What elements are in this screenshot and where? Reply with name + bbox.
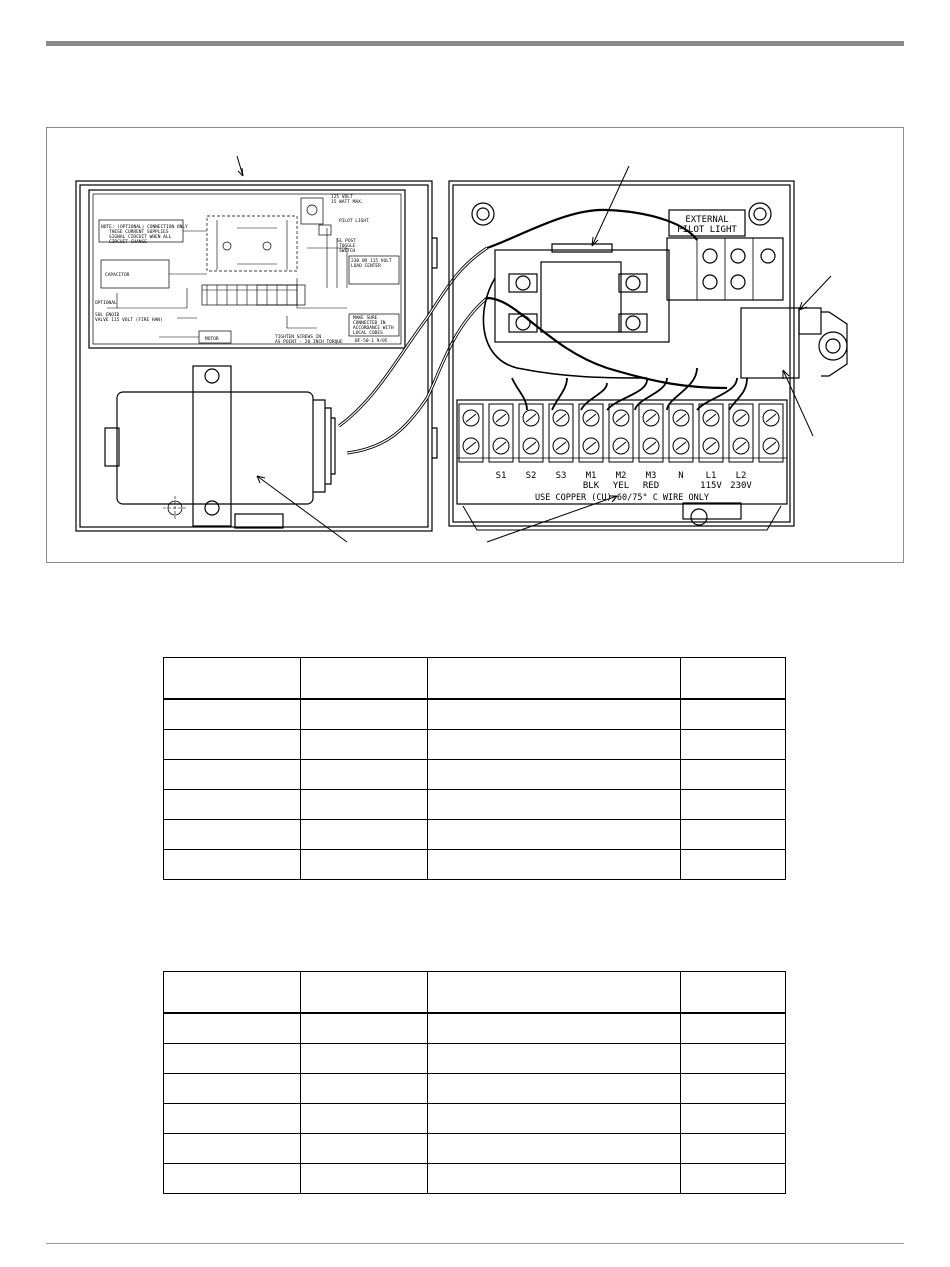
table-cell: [427, 699, 681, 730]
label-note-4: CIRCUIT CHANGE: [109, 240, 147, 245]
table-cell: [301, 1074, 427, 1104]
motor: [117, 392, 313, 504]
label-opt-3: VALVE 115 VOLT (FIRE HAN): [95, 318, 163, 323]
table-cell: [427, 1104, 681, 1134]
label-note-3: SIGNAL CIRCUIT WHEN ALL: [109, 235, 172, 240]
table-cell: [427, 790, 681, 820]
terminal-label: M1: [585, 471, 597, 481]
external-label: EXTERNAL: [685, 215, 729, 225]
table-cell: [301, 1134, 427, 1164]
terminal-screws: [459, 404, 783, 462]
label-capacitor: CAPACITOR: [105, 273, 130, 278]
screw-slot: [496, 442, 506, 450]
table-cell: [301, 730, 427, 760]
table-header-cell: [427, 658, 681, 700]
terminal-label: M3: [645, 471, 657, 481]
terminal-color-label: YEL: [612, 481, 630, 491]
terminal-plate: [489, 404, 513, 462]
screw-slot: [556, 414, 566, 422]
table-cell: [164, 760, 301, 790]
screw-slot: [736, 442, 746, 450]
table-cell: [681, 699, 786, 730]
contactor: [495, 250, 669, 342]
table-row: [164, 1074, 786, 1104]
screw-slot: [706, 414, 716, 422]
table-cell: [427, 730, 681, 760]
table-cell: [301, 850, 427, 880]
terminal-plate: [519, 404, 543, 462]
table-row: [164, 1013, 786, 1044]
terminal-label: N: [678, 471, 684, 481]
table-cell: [681, 730, 786, 760]
table-cell: [164, 820, 301, 850]
terminal-color-label: 115V: [700, 481, 722, 491]
screw-slot: [766, 414, 776, 422]
table-cell: [301, 1104, 427, 1134]
terminal-plate: [699, 404, 723, 462]
table-cell: [301, 760, 427, 790]
screw-slot: [676, 414, 686, 422]
table-cell: [301, 820, 427, 850]
table-2: [163, 971, 786, 1194]
table-cell: [681, 1134, 786, 1164]
screw-slot: [526, 442, 536, 450]
label-make-sure-4: LOCAL CODES: [353, 331, 383, 336]
table-row: [164, 1134, 786, 1164]
header-rule: [46, 41, 904, 46]
label-note-1: NOTE: (OPTIONAL) CONNECTION ONLY: [101, 225, 188, 230]
screw-slot: [616, 442, 626, 450]
table-cell: [427, 1013, 681, 1044]
table-header-cell: [164, 972, 301, 1014]
table-cell: [164, 699, 301, 730]
screw-slot: [556, 442, 566, 450]
table-cell: [301, 1044, 427, 1074]
screw-slot: [676, 442, 686, 450]
label-toggle-2: TOGGLE: [339, 244, 356, 249]
screw-slot: [466, 414, 476, 422]
table-cell: [427, 1164, 681, 1194]
terminal-color-label: 230V: [730, 481, 752, 491]
table-cell: [681, 850, 786, 880]
footer-rule: [46, 1243, 904, 1244]
table-header-cell: [164, 658, 301, 700]
table-header-cell: [681, 658, 786, 700]
table-cell: [164, 1044, 301, 1074]
table-cell: [164, 1104, 301, 1134]
table-header-cell: [681, 972, 786, 1014]
screw-slot: [616, 414, 626, 422]
terminal-plate: [669, 404, 693, 462]
table-row: [164, 1044, 786, 1074]
terminal-plate: [639, 404, 663, 462]
label-toggle-3: SWITCH: [339, 249, 356, 254]
label-volt-1: 125 VOLT: [331, 195, 353, 200]
table-cell: [681, 790, 786, 820]
table-cell: [164, 1164, 301, 1194]
table-cell: [681, 1013, 786, 1044]
table-cell: [164, 1134, 301, 1164]
terminal-plate: [549, 404, 573, 462]
terminal-label: L1: [705, 471, 717, 481]
label-make-sure-2: CONNECTED IN: [353, 321, 386, 326]
table-cell: [427, 820, 681, 850]
screw-slot: [706, 442, 716, 450]
label-note-2: THESE CURRENT SUPPLIES: [109, 230, 169, 235]
table-cell: [164, 730, 301, 760]
table-cell: [681, 1044, 786, 1074]
table-cell: [301, 1013, 427, 1044]
label-volt-conn-1: 230 OR 115 VOLT: [351, 259, 392, 264]
table-cell: [301, 699, 427, 730]
label-torque: TIGHTEN SCREWS IN: [275, 335, 322, 340]
terminal-label: S3: [555, 471, 567, 481]
screw-slot: [526, 414, 536, 422]
pilot-light-label: PILOT LIGHT: [677, 225, 737, 235]
table-header-cell: [301, 972, 427, 1014]
screw-slot: [586, 414, 596, 422]
terminal-color-label: BLK: [582, 481, 600, 491]
label-part-no: BF-50-1 9/05: [355, 339, 388, 344]
label-toggle-1: SL POST: [337, 239, 356, 244]
screw-slot: [496, 414, 506, 422]
terminal-plate: [759, 404, 783, 462]
table-row: [164, 1164, 786, 1194]
table-row: [164, 790, 786, 820]
table-cell: [427, 1044, 681, 1074]
label-make-sure-1: MAKE SURE: [353, 316, 378, 321]
table-cell: [681, 1164, 786, 1194]
table-cell: [164, 1013, 301, 1044]
table-cell: [164, 790, 301, 820]
terminal-plate: [729, 404, 753, 462]
wiring-figure: [46, 127, 904, 563]
terminal-label: M2: [615, 471, 627, 481]
label-pilot-light: PILOT LIGHT: [339, 219, 369, 224]
terminal-color-label: RED: [642, 481, 660, 491]
terminal-plate: [579, 404, 603, 462]
table-cell: [681, 1074, 786, 1104]
screw-slot: [586, 442, 596, 450]
table-cell: [164, 1074, 301, 1104]
table-row: [164, 1104, 786, 1134]
table-cell: [681, 760, 786, 790]
table-row: [164, 850, 786, 880]
screw-slot: [736, 414, 746, 422]
label-opt-1: OPTIONAL: [95, 301, 117, 306]
terminal-plate: [459, 404, 483, 462]
table-cell: [681, 820, 786, 850]
table-row: [164, 760, 786, 790]
table-cell: [427, 850, 681, 880]
terminal-label: L2: [735, 471, 747, 481]
table-1: [163, 657, 786, 880]
table-row: [164, 730, 786, 760]
table-row: [164, 820, 786, 850]
terminal-label: S2: [525, 471, 537, 481]
label-motor: MOTOR: [205, 337, 219, 342]
table-cell: [301, 790, 427, 820]
table-cell: [681, 1104, 786, 1134]
terminal-label: S1: [495, 471, 507, 481]
table-row: [164, 699, 786, 730]
table-header-row: [164, 972, 786, 1014]
terminal-plate: [609, 404, 633, 462]
terminal-labels: [496, 471, 753, 491]
label-volt-conn-2: LOAD CENTER: [351, 264, 381, 269]
table-cell: [427, 1134, 681, 1164]
table-cell: [427, 760, 681, 790]
screw-slot: [646, 414, 656, 422]
screw-slot: [466, 442, 476, 450]
control-box-diagram: [47, 128, 903, 562]
label-volt-2: 15 WATT MAX.: [331, 200, 364, 205]
copper-note: USE COPPER (CU),60/75° C WIRE ONLY: [535, 493, 709, 503]
label-make-sure-3: ACCORDANCE WITH: [353, 326, 394, 331]
table-header-row: [164, 658, 786, 700]
table-cell: [301, 1164, 427, 1194]
table-header-cell: [301, 658, 427, 700]
label-opt-2: SOL ENOID: [95, 313, 120, 318]
label-torque-2: AS POINT - 20 INCH TORQUE: [275, 340, 343, 345]
table-header-cell: [427, 972, 681, 1014]
table-cell: [164, 850, 301, 880]
table-cell: [427, 1074, 681, 1104]
screw-slot: [766, 442, 776, 450]
screw-slot: [646, 442, 656, 450]
